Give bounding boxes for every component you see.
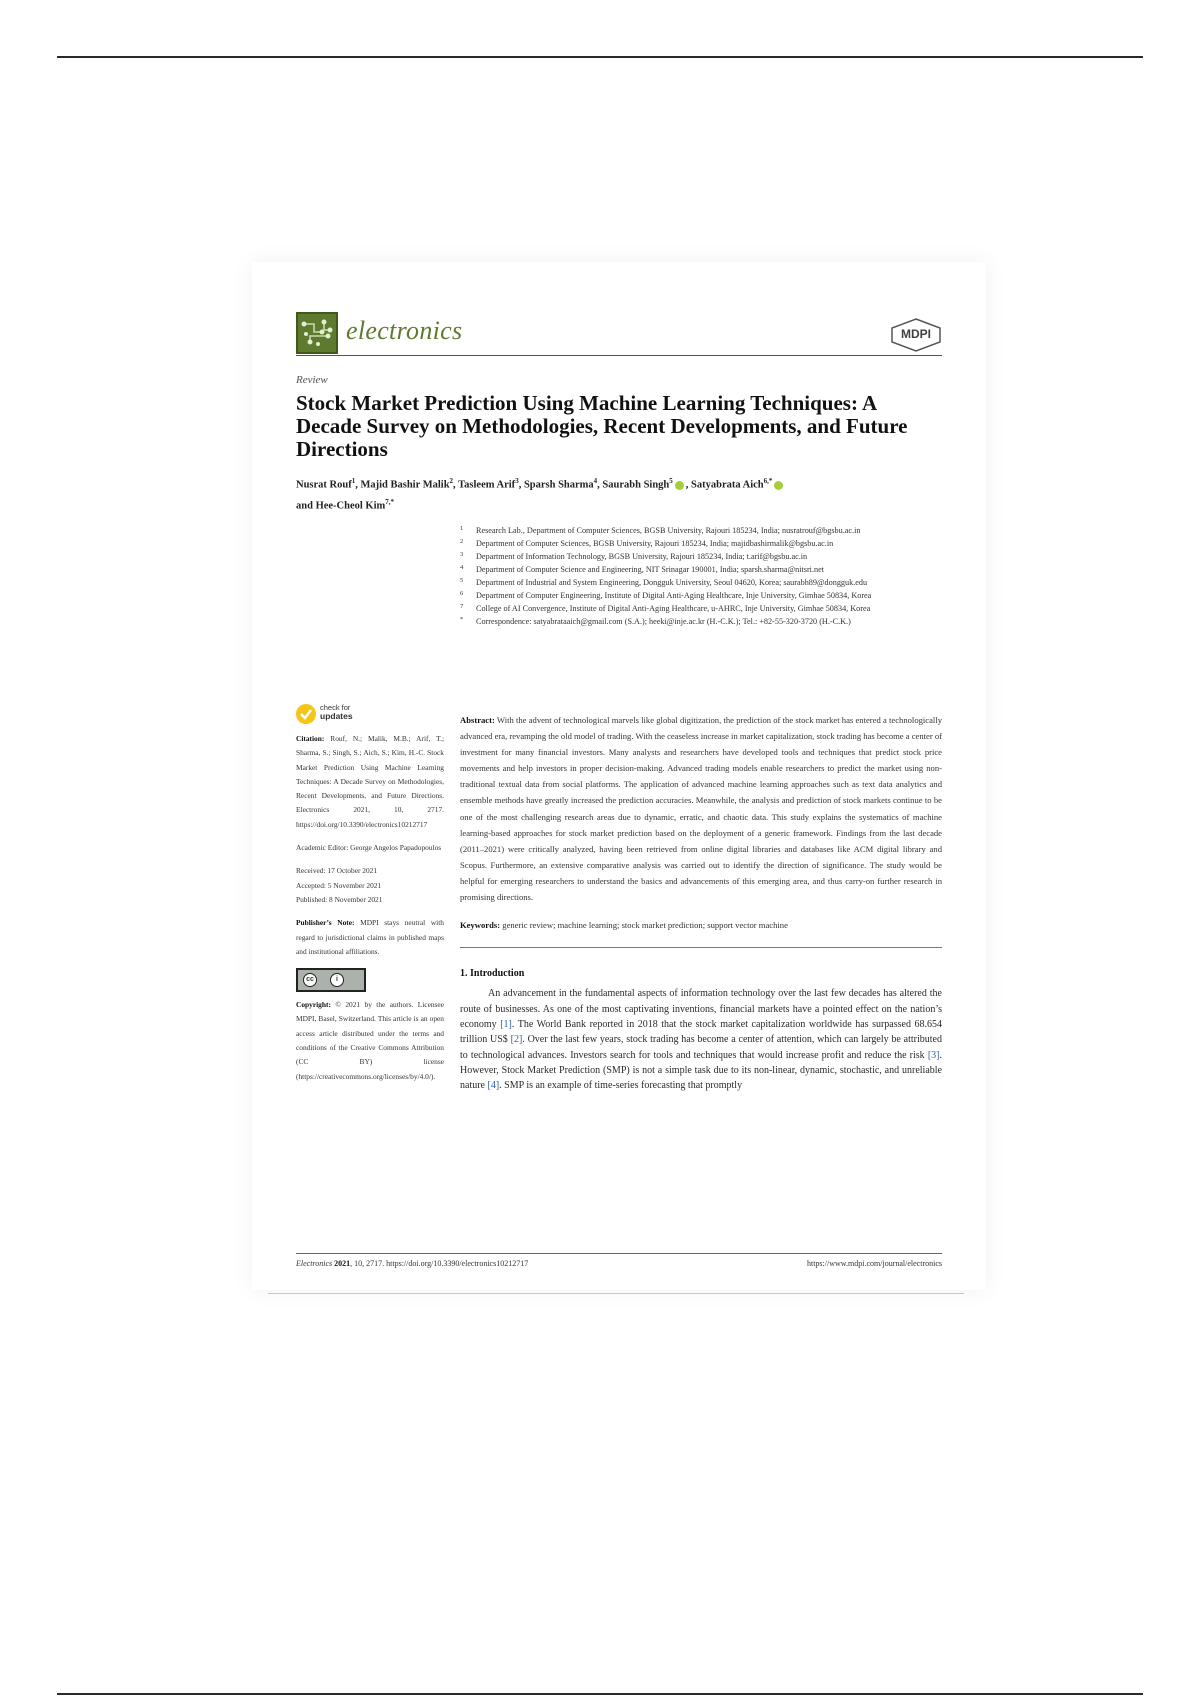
author-conjunction: and — [296, 500, 313, 511]
affiliation-number: 6 — [460, 590, 464, 597]
citation-label: Citation: — [296, 734, 325, 743]
intro-text: An advancement in the fundamental aspects of information technology over the last few decades has altered the route of businesses. As one of the most captivating inventions, financial markets have a pointed effect on the nation’s economy — [460, 988, 942, 1030]
author-affil-sup: 2 — [449, 477, 454, 485]
intro-text: . The World Bank reported in 2018 that the stock market capitalization worldwide has surpassed 68.654 trillion US$ — [460, 1018, 943, 1046]
affiliation-number: 4 — [460, 564, 464, 571]
affiliation-text: Department of Industrial and System Engineering, Dongguk University, Seoul 04620, Korea; saurabh89@dongguk.edu — [476, 578, 868, 587]
author-name: Tasleem Arif — [458, 479, 516, 491]
orcid-icon[interactable] — [675, 481, 684, 490]
academic-editor: Academic Editor: George Angelos Papadopoulos — [296, 843, 442, 853]
affiliation-item — [460, 602, 942, 615]
affiliation-text: Department of Computer Science and Engineering, NIT Srinagar 190001, India; sparsh.sharma@nitsri.net — [476, 565, 824, 574]
journal-header — [296, 312, 942, 356]
author-affil-sup: 3 — [515, 477, 519, 485]
affiliation-text: College of AI Convergence, Institute of Digital Anti-Aging Healthcare, u-AHRC, Inje University, Gimhae 50834, Korea — [476, 604, 871, 613]
abstract-text: With the advent of technological marvels like global digitization, the prediction of the stock market has entered a technologically advanced era, revamping the old model of trading. With the ceaseless increase in market capitalization, stock trading has become a center of investment for many financial investors. Many analysts and researchers have developed tools and techniques that predict stock price movements and help investors in proper decision-making. Advanced trading models enable researchers to predict the market using non-traditional textual data from social platforms. The application of advanced machine learning approaches such as text data analytics and ensemble methods have greatly increased the prediction accuracies. Meanwhile, the analysis and prediction of stock markets continue to be one of the most challenging research areas due to dynamic, erratic, and chaotic data. This study explains the systematics of machine learning-based approaches for stock market prediction based on the deployment of a generic framework. Findings from the last decade (2011–2021) were critically analyzed, having been retrieved from online digital libraries and databases like ACM digital library and Scopus. Furthermore, an extensive comparative analysis was carried out to identify the direction of significance. The study would be helpful for emerging researchers to understand the basics and advancements of this emerging area, and thus carry-on further research in promising directions. — [460, 715, 942, 903]
check-updates-line2: updates — [320, 711, 353, 721]
viewer-top-rule — [57, 56, 1143, 58]
author-affil-sup: 5 — [669, 477, 673, 485]
keywords-label: Keywords: — [460, 920, 501, 931]
author-name: Sparsh Sharma — [523, 479, 594, 491]
section-divider — [460, 947, 942, 948]
affiliation-number: 7 — [460, 603, 464, 610]
affiliation-text: Department of Computer Engineering, Institute of Digital Anti-Aging Healthcare, Inje University, Gimhae 50834, Korea — [476, 591, 872, 600]
affiliation-text: Department of Computer Sciences, BGSB University, Rajouri 185234, India; majidbashirmalik@bgsbu.ac.in — [476, 539, 834, 548]
correspondence-text: Correspondence: satyabrataaich@gmail.com (S.A.); heeki@inje.ac.kr (H.-C.K.); Tel.: +82-55-320-3720 (H.-C.K.) — [476, 617, 851, 626]
paper-page — [252, 262, 986, 1290]
introduction-paragraph — [460, 986, 942, 1093]
author-name: Majid Bashir Malik — [360, 479, 450, 491]
published-date: Published: 8 November 2021 — [296, 894, 383, 904]
copyright-label: Copyright: — [296, 1000, 331, 1010]
journal-name: electronics — [346, 316, 463, 345]
check-updates-icon — [296, 704, 316, 724]
affiliation-item — [460, 576, 942, 589]
received-date: Received: 17 October 2021 — [296, 866, 378, 876]
publisher-note-text: MDPI stays neutral with regard to jurisdictional claims in published maps and institutional affiliations. — [296, 918, 444, 956]
check-updates-label — [320, 703, 353, 721]
main-column — [460, 712, 942, 1093]
accepted-date: Accepted: 5 November 2021 — [296, 880, 382, 890]
article-sidebar — [296, 702, 444, 1093]
cc-icon: cc — [303, 973, 317, 987]
keywords — [460, 917, 942, 933]
check-for-updates-button[interactable] — [296, 702, 444, 726]
affiliation-number: * — [460, 616, 464, 623]
affiliation-item — [460, 524, 942, 537]
footer-year: 2021 — [334, 1259, 351, 1268]
journal-logo-icon — [296, 312, 338, 354]
author-affil-sup: 6,* — [763, 477, 773, 485]
correspondence — [460, 615, 942, 628]
intro-text: . However, Stock Market Prediction (SMP) is not a simple task due to its non-linear, dynamic, stochastic, and unreliable nature — [460, 1049, 942, 1092]
introduction-heading: 1. Introduction — [460, 968, 525, 980]
affiliation-text: Research Lab., Department of Computer Sciences, BGSB University, Rajouri 185234, India; nusratrouf@bgsbu.ac.in — [476, 526, 861, 535]
affiliation-number: 3 — [460, 551, 464, 558]
author-name: Satyabrata Aich — [691, 479, 764, 491]
affiliation-number: 5 — [460, 577, 464, 584]
affiliation-item — [460, 589, 942, 602]
footer-citation — [296, 1259, 528, 1268]
abstract-label: Abstract: — [460, 715, 495, 725]
publisher-name: MDPI — [901, 327, 931, 341]
footer-journal: Electronics — [296, 1259, 333, 1268]
author-name: Hee-Cheol Kim — [315, 500, 386, 511]
paper-content — [296, 312, 943, 1092]
intro-text: . SMP is an example of time-series forecasting that promptly — [499, 1080, 743, 1092]
author-name: Nusrat Rouf — [296, 479, 352, 491]
affiliation-item — [460, 537, 942, 550]
reference-link[interactable]: [4] — [487, 1080, 500, 1092]
citation-text: Rouf, N.; Malik, M.B.; Arif, T.; Sharma, S.; Singh, S.; Aich, S.; Kim, H.-C. Stock Market Prediction Using Machine Learning Techniques: A Decade Survey on Methodologies, Recent Developments, and Future Directions. Electronics 2021, 10, 2717. https://doi.org/10.3390/electronics10212717 — [296, 734, 445, 829]
check-updates-line1: check for — [320, 703, 351, 712]
citation-block — [296, 732, 444, 832]
reference-link[interactable]: [2] — [510, 1034, 523, 1046]
reference-link[interactable]: [3] — [927, 1049, 940, 1061]
affiliation-number: 1 — [460, 525, 464, 532]
copyright-text: © 2021 by the authors. Licensee MDPI, Basel, Switzerland. This article is an open access article distributed under the terms and conditions of the Creative Commons Attribution (CC BY) license (https://creativecommons.org/licenses/by/4.0/). — [296, 1000, 444, 1081]
author-affil-sup: 4 — [593, 477, 598, 485]
keywords-text: generic review; machine learning; stock market prediction; support vector machine — [502, 920, 788, 931]
affiliations — [460, 524, 942, 628]
affiliation-number: 2 — [460, 538, 464, 545]
intro-text: . Over the last few years, stock trading has become a center of attention, which can largely be attributed to technological advances. Investors search for tools and techniques that would increase profit and reduce the risk — [460, 1034, 942, 1061]
dates-block — [296, 864, 444, 907]
publisher-logo-icon — [890, 318, 942, 352]
author-affil-sup: 1 — [351, 477, 356, 485]
abstract — [460, 712, 942, 905]
footer-journal-url[interactable]: https://www.mdpi.com/journal/electronics — [806, 1259, 942, 1268]
orcid-icon[interactable] — [774, 481, 783, 490]
attribution-icon: i — [330, 973, 344, 987]
affiliation-item — [460, 550, 942, 563]
footer-volume-doi[interactable]: , 10, 2717. https://doi.org/10.3390/electronics10212717 — [350, 1259, 529, 1268]
article-title: Stock Market Prediction Using Machine Learning Techniques: A Decade Survey on Methodologies, Recent Developments, and Future Directions — [296, 391, 908, 461]
author-name: Saurabh Singh — [602, 479, 670, 491]
paper-edge-line — [268, 1293, 964, 1294]
reference-link[interactable]: [1] — [500, 1018, 512, 1030]
copyright-block — [296, 998, 444, 1084]
footer-rule — [296, 1253, 942, 1254]
publisher-note-label: Publisher’s Note: — [296, 918, 355, 928]
author-list: Nusrat Rouf$^1$, Majid Bashir Malik$^2$, Tasleem Arif$^3$, Sparsh Sharma$^4$, Saurabh Singh$^5$ , Satyabrata Aich$^{6,*}$ and Hee-Cheol Kim$^{7,*}$ — [296, 473, 942, 514]
viewer-bottom-rule — [57, 1693, 1143, 1695]
affiliation-item — [460, 563, 942, 576]
cc-by-license-icon[interactable] — [296, 968, 366, 992]
author-affil-sup: 7,* — [385, 497, 395, 506]
article-type: Review — [296, 374, 328, 386]
affiliation-text: Department of Information Technology, BGSB University, Rajouri 185234, India; t.arif@bgsbu.ac.in — [476, 552, 808, 561]
publisher-note — [296, 916, 444, 959]
